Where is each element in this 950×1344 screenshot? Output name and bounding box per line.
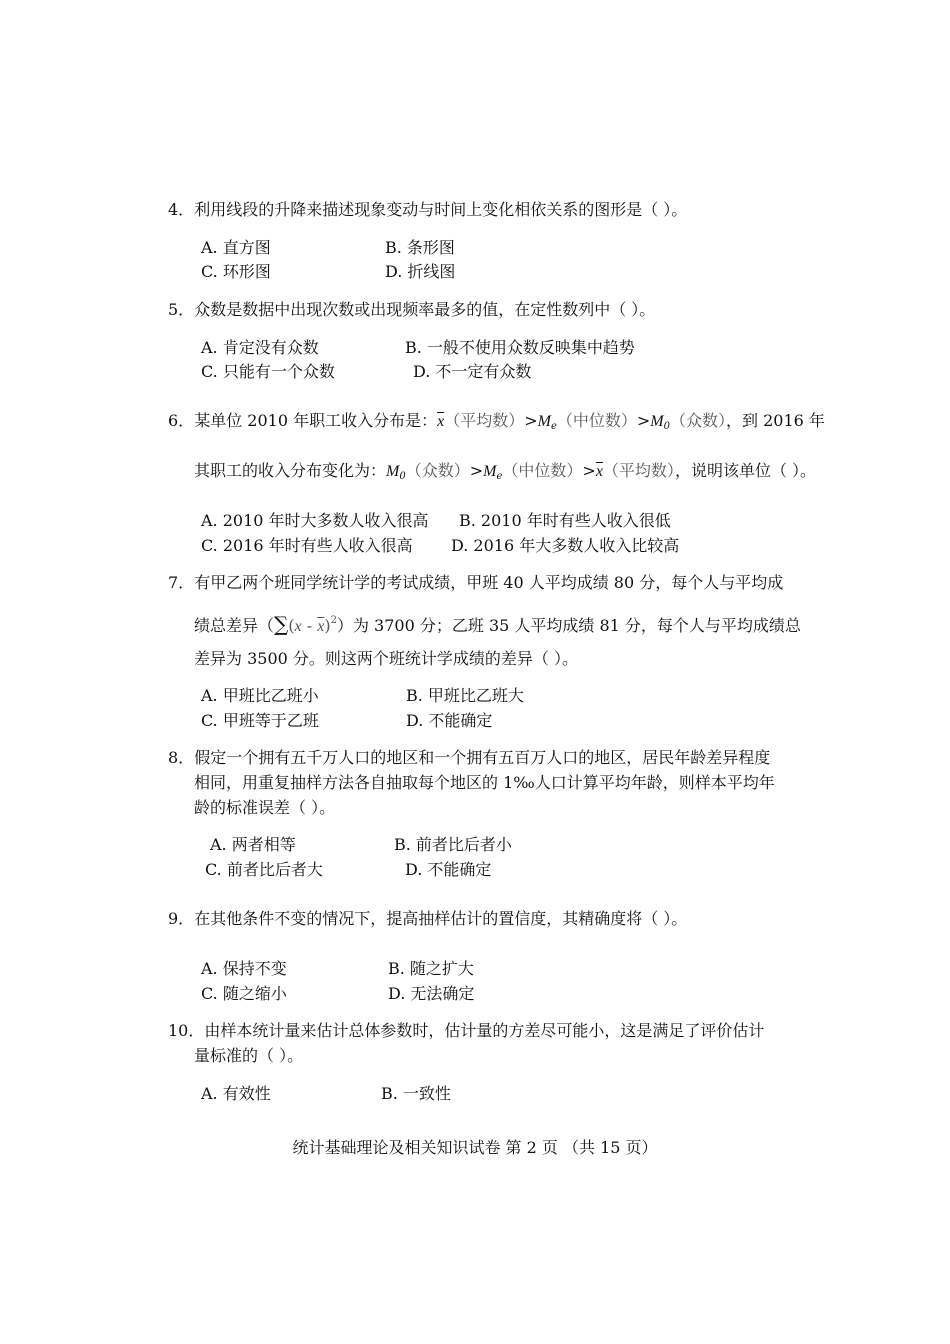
question-stem: 众数是数据中出现次数或出现频率最多的值，在定性数列中（ ）。 — [194, 300, 656, 319]
question-number: 6． — [168, 411, 195, 430]
question-9-text — [168, 908, 687, 930]
sigma-symbol: ∑ — [274, 612, 289, 636]
gt-sign: > — [524, 411, 538, 430]
option-b: B. 条形图 — [385, 238, 455, 257]
question-stem: 有甲乙两个班同学统计学的考试成绩，甲班 40 人平均成绩 80 分，每个人与平均成 — [194, 573, 784, 592]
question-stem: 绩总差异（ — [194, 616, 275, 635]
question-10-line-1 — [168, 1020, 764, 1042]
question-stem-suffix: ，说明该单位（ ）。 — [674, 461, 817, 480]
mode-symbol: M — [386, 463, 400, 480]
question-number: 9． — [168, 909, 195, 928]
option-b: B. 一致性 — [381, 1084, 451, 1103]
question-stem-suffix: ）为 3700 分；乙班 35 人平均成绩 81 分，每个人与平均成绩总 — [336, 616, 801, 635]
median-subscript: e — [550, 421, 557, 432]
question-8-line-2: 相同，用重复抽样方法各自抽取每个地区的 1‰人口计算平均年龄，则样本平均年 — [194, 773, 775, 792]
mean-symbol: $\overline{x}$ — [595, 463, 603, 480]
option-b: B. 一般不使用众数反映集中趋势 — [405, 338, 635, 357]
question-6-line-2 — [194, 460, 816, 488]
question-stem: 某单位 2010 年职工收入分布是： — [194, 411, 438, 430]
option-c: C. 只能有一个众数 — [201, 362, 335, 381]
question-stem: 由样本统计量来估计总体参数时，估计量的方差尽可能小，这是满足了评价估计 — [204, 1021, 765, 1040]
option-a: A. 保持不变 — [201, 959, 287, 978]
option-d: D. 2016 年大多数人收入比较高 — [451, 536, 680, 555]
question-stem: 其职工的收入分布变化为： — [194, 461, 387, 480]
option-c: C. 甲班等于乙班 — [201, 711, 319, 730]
option-b: B. 2010 年时有些人收入很低 — [459, 511, 671, 530]
option-a: A. 两者相等 — [210, 835, 296, 854]
mean-label: （平均数） — [602, 461, 675, 480]
formula-x: x — [294, 618, 302, 635]
formula-xbar: $\overline{x}$ — [317, 618, 325, 635]
option-d: D. 不能确定 — [406, 711, 493, 730]
question-6-line-1 — [168, 410, 825, 438]
question-7-line-1 — [168, 572, 783, 594]
option-c: C. 2016 年时有些人收入很高 — [201, 536, 413, 555]
question-stem-suffix: ，到 2016 年 — [726, 411, 825, 430]
mode-subscript: 0 — [663, 421, 670, 432]
median-symbol: M — [483, 463, 497, 480]
question-7-line-2: 绩总差异$(\sum(x - \overline{x})^2)$为 3700 分；乙班 35 人平均成绩 81 分，每个人与平均成绩总 — [194, 612, 801, 636]
gt-sign: > — [582, 461, 596, 480]
gt-sign: > — [636, 411, 651, 430]
option-b: B. 前者比后者小 — [394, 835, 512, 854]
formula-exponent: 2 — [330, 615, 337, 626]
option-a: A. 直方图 — [201, 238, 271, 257]
mode-subscript: 0 — [399, 471, 406, 482]
option-d: D. 折线图 — [385, 262, 456, 281]
option-c: C. 随之缩小 — [201, 984, 287, 1003]
gt-sign: > — [469, 461, 484, 480]
median-symbol: M — [537, 413, 551, 430]
option-a: A. 2010 年时大多数人收入很高 — [201, 511, 429, 530]
question-number: 8． — [168, 748, 195, 767]
median-label: （中位数） — [502, 461, 583, 480]
page-footer: 统计基础理论及相关知识试卷 第 2 页 （共 15 页） — [292, 1138, 658, 1157]
formula-minus: - — [301, 616, 318, 635]
option-b: B. 甲班比乙班大 — [406, 686, 524, 705]
question-5-text — [168, 299, 655, 321]
question-10-line-2: 量标准的（ ）。 — [194, 1046, 304, 1065]
option-a: A. 有效性 — [201, 1084, 271, 1103]
mode-label: （众数） — [670, 411, 727, 430]
median-label: （中位数） — [556, 411, 637, 430]
option-a: A. 甲班比乙班小 — [201, 686, 319, 705]
option-b: B. 随之扩大 — [388, 959, 474, 978]
question-8-line-3: 龄的标准误差（ ）。 — [194, 798, 336, 817]
mean-label: （平均数） — [444, 411, 525, 430]
question-number: 7． — [168, 573, 195, 592]
option-d: D. 无法确定 — [388, 984, 475, 1003]
question-number: 4． — [168, 200, 195, 219]
question-number: 5． — [168, 300, 195, 319]
option-c: C. 环形图 — [201, 262, 271, 281]
question-7-line-3: 差异为 3500 分。则这两个班统计学成绩的差异（ ）。 — [194, 649, 578, 668]
mode-symbol: M — [650, 413, 664, 430]
option-a: A. 肯定没有众数 — [201, 338, 319, 357]
option-d: D. 不能确定 — [405, 860, 492, 879]
question-stem: 在其他条件不变的情况下，提高抽样估计的置信度，其精确度将（ ）。 — [194, 909, 688, 928]
mode-label: （众数） — [405, 461, 470, 480]
question-stem: 假定一个拥有五千万人口的地区和一个拥有五百万人口的地区，居民年龄差异程度 — [194, 748, 771, 767]
option-c: C. 前者比后者大 — [205, 860, 323, 879]
question-4-text — [168, 199, 687, 221]
question-stem: 利用线段的升降来描述现象变动与时间上变化相依关系的图形是（ ）。 — [194, 200, 688, 219]
option-d: D. 不一定有众数 — [413, 362, 532, 381]
question-8-line-1 — [168, 747, 770, 769]
median-subscript: e — [496, 471, 503, 482]
question-number: 10． — [168, 1021, 205, 1040]
mean-symbol: $\overline{x}$ — [437, 413, 445, 430]
